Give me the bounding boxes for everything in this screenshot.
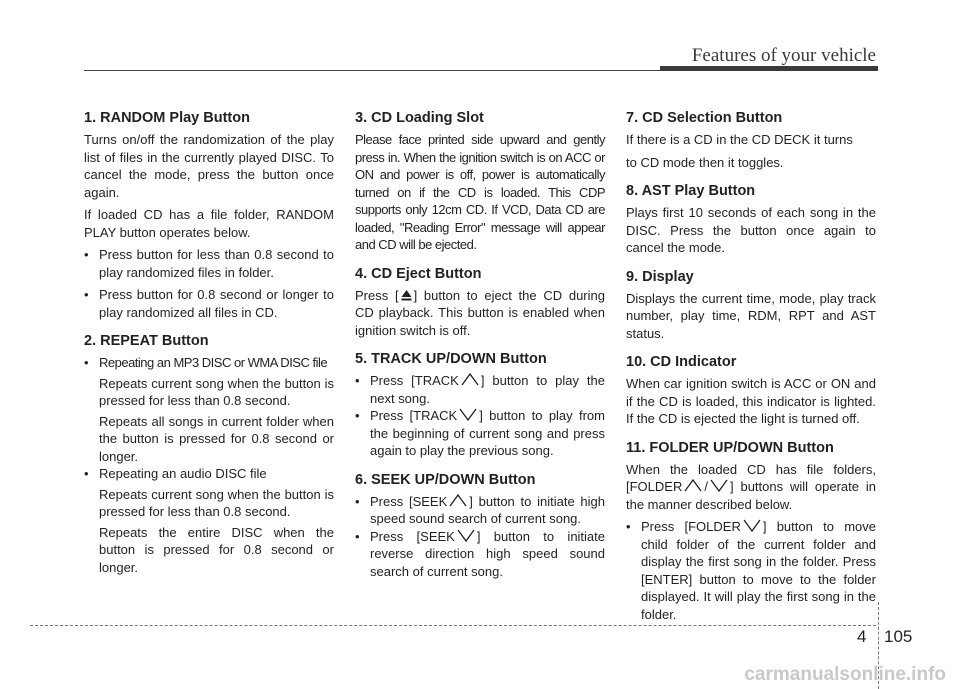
indented-text: Repeats all songs in current folder when the button is pressed for 0.8 second or longer. (99, 413, 334, 464)
chevron-up-icon (684, 479, 702, 492)
section-heading: 3. CD Loading Slot (355, 110, 484, 126)
paragraph: to CD mode then it toggles. (626, 154, 784, 170)
bullet-item: • Press [TRACK ] button to play the next song. (355, 372, 605, 407)
chevron-down-icon (710, 479, 728, 492)
section-track (355, 351, 605, 460)
header-rule-accent (660, 66, 878, 71)
indented-text: Repeats current song when the button is pressed for less than 0.8 second. (99, 375, 334, 408)
chevron-down-icon (743, 519, 761, 532)
section-seek (355, 472, 605, 581)
bullet-item: • Press [FOLDER ] button to move child folder of the current folder and display the first song in the folder. Press [ENTER] button to move to the folder displayed. It will play the first song in the folder. (626, 518, 876, 623)
section-folder (626, 440, 876, 624)
header-title: Features of your vehicle (691, 45, 876, 66)
footer-rule (30, 625, 876, 626)
chevron-up-icon (449, 494, 467, 507)
section-display (626, 269, 876, 343)
section-heading: 2. REPEAT Button (84, 333, 209, 349)
paragraph: Turns on/off the randomization of the play list of files in the currently played DISC. To cancel the mode, press the button once again. (84, 132, 334, 200)
paragraph: Please face printed side upward and gently press in. When the ignition switch is on ACC or ON and power is off, power is automatically turned on if the CD is loaded. This CDP supports only 12cm CD. If VCD, Data CD are loaded, "Reading Error" message will appear and CD will be ejected. (355, 132, 605, 252)
paragraph: Displays the current time, mode, play track number, play time, RDM, RPT and AST status. (626, 290, 876, 341)
bullet-item: • Repeating an audio DISC file (84, 465, 334, 483)
section-heading: 7. CD Selection Button (626, 110, 783, 126)
section-heading: 10. CD Indicator (626, 354, 737, 370)
section-cd-eject (355, 266, 605, 340)
paragraph: When the loaded CD has file folders, [FOLDER / ] buttons will operate in the manner described below. (626, 461, 876, 512)
paragraph: If loaded CD has a file folder, RANDOM PLAY button operates below. (84, 207, 334, 240)
chevron-down-icon (459, 408, 477, 421)
paragraph: If there is a CD in the CD DECK it turns (626, 132, 853, 147)
bullet-item: • Press [TRACK ] button to play from the beginning of current song and press again to play the previous song. (355, 407, 605, 460)
paragraph: Plays first 10 seconds of each song in the DISC. Press the button once again to cancel the mode. (626, 205, 876, 255)
chapter-number: 4 (857, 627, 867, 646)
column-3 (626, 110, 876, 635)
paragraph: Press [ ] button to eject the CD during CD playback. This button is enabled when ignition switch is off. (355, 287, 605, 338)
section-heading: 11. FOLDER UP/DOWN Button (626, 439, 834, 456)
section-heading: 9. Display (626, 268, 694, 285)
section-cd-indicator (626, 354, 876, 428)
column-1 (84, 110, 334, 588)
indented-text: Repeats current song when the button is pressed for less than 0.8 second. (99, 486, 334, 519)
bullet-item: • Press button for 0.8 second or longer to play randomized all files in CD. (84, 286, 334, 321)
paragraph: When car ignition switch is ACC or ON and if the CD is loaded, this indicator is lighted. If the CD is ejected the light is turned off. (626, 376, 876, 426)
section-ast (626, 183, 876, 257)
chevron-up-icon (461, 373, 479, 386)
section-random (84, 110, 334, 321)
watermark: carmanualsonline.info (744, 664, 946, 685)
bullet-item: • Repeating an MP3 DISC or WMA DISC file (84, 354, 334, 372)
column-2 (355, 110, 605, 592)
section-heading: 4. CD Eject Button (355, 265, 482, 282)
page-number: 105 (884, 627, 913, 646)
section-heading: 8. AST Play Button (626, 183, 756, 199)
chevron-down-icon (457, 529, 475, 542)
section-heading: 1. RANDOM Play Button (84, 110, 250, 126)
section-cd-selection (626, 110, 876, 171)
section-cd-loading-slot (355, 110, 605, 254)
bullet-item: • Press [SEEK ] button to initiate reverse direction high speed sound search of current song. (355, 528, 605, 581)
section-heading: 5. TRACK UP/DOWN Button (355, 351, 547, 367)
eject-icon (401, 289, 412, 301)
section-repeat (84, 333, 334, 576)
bullet-item: • Press [SEEK ] button to initiate high speed sound search of current song. (355, 493, 605, 528)
section-heading: 6. SEEK UP/DOWN Button (355, 471, 536, 488)
indented-text: Repeats the entire DISC when the button is pressed for 0.8 second or longer. (99, 524, 334, 575)
bullet-item: • Press button for less than 0.8 second to play randomized files in folder. (84, 246, 334, 281)
